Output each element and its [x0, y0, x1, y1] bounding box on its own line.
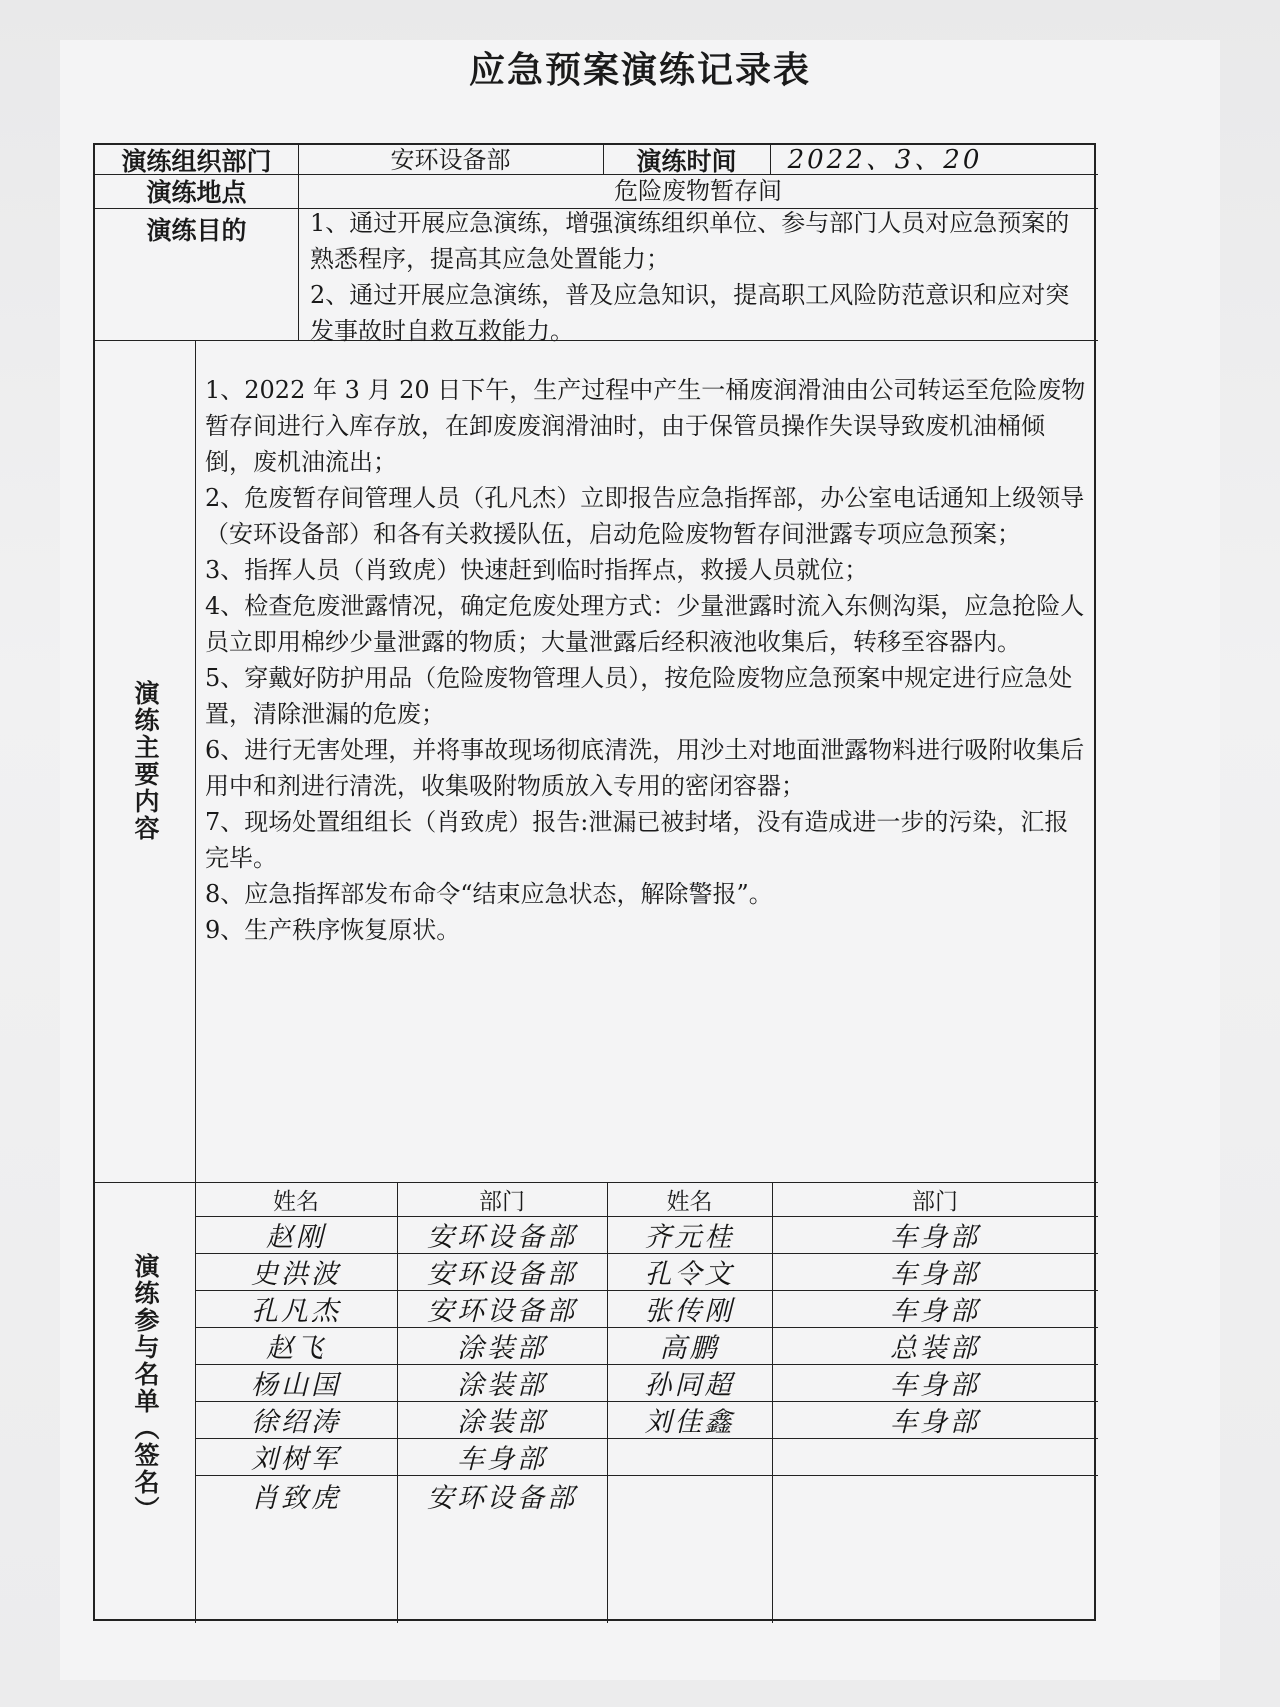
record-form	[93, 143, 1096, 1621]
participants-label-cell	[95, 1182, 195, 1623]
signature-dept: 涂装部	[457, 1407, 547, 1438]
header-name-1: 姓名	[273, 1188, 319, 1215]
content-item: 9、生产秩序恢复原状。	[205, 916, 461, 944]
time-value: 2022、3、20	[787, 145, 983, 175]
content-item: 6、进行无害处理，并将事故现场彻底清洗，用沙土对地面泄露物料进行吸附收集后用中和剂进行清洗，收集吸附物质放入专用的密闭容器；	[205, 736, 1085, 800]
signature-name: 刘佳鑫	[644, 1407, 735, 1438]
signature-name: 赵飞	[266, 1333, 326, 1364]
signature-dept: 安环设备部	[427, 1259, 577, 1290]
signature-dept: 车身部	[890, 1222, 980, 1253]
content-label-cell	[95, 340, 195, 1182]
signature-name: 张传刚	[644, 1296, 735, 1327]
signature-name: 高鹏	[659, 1333, 720, 1364]
content-item: 5、穿戴好防护用品（危险废物管理人员），按危险废物应急预案中规定进行应急处置，清除泄漏的危废；	[205, 664, 1073, 728]
signature-name: 刘树军	[251, 1444, 341, 1475]
signature-name: 杨山国	[251, 1370, 341, 1401]
signature-name: 孔凡杰	[251, 1296, 341, 1327]
signature-name: 赵刚	[266, 1222, 326, 1253]
content-text	[205, 372, 1091, 1172]
content-item: 4、检查危废泄露情况，确定危废处理方式：少量泄露时流入东侧沟渠，应急抢险人员立即用棉纱少量泄露的物质；大量泄露后经积液池收集后，转移至容器内。	[205, 592, 1085, 656]
purpose-text	[310, 205, 1090, 345]
signature-dept: 安环设备部	[427, 1222, 577, 1253]
signature-name: 齐元桂	[644, 1222, 735, 1253]
time-label: 演练时间	[636, 146, 737, 176]
signature-dept: 车身部	[890, 1296, 980, 1327]
purpose-label: 演练目的	[146, 216, 247, 245]
header-dept-1: 部门	[479, 1188, 525, 1215]
location-value: 危险废物暂存间	[614, 177, 782, 205]
signature-name: 史洪波	[251, 1259, 341, 1290]
org-value: 安环设备部	[390, 145, 511, 174]
content-item: 7、现场处置组组长（肖致虎）报告:泄漏已被封堵，没有造成进一步的污染，汇报完毕。	[205, 808, 1069, 872]
signature-dept: 车身部	[890, 1407, 980, 1438]
content-item: 8、应急指挥部发布命令“结束应急状态，解除警报”。	[205, 880, 773, 908]
signature-dept: 安环设备部	[427, 1482, 577, 1514]
content-label: 演练主要内容	[131, 680, 160, 842]
participants-label: 演练参与名单（签名）	[131, 1252, 160, 1523]
content-item: 2、危废暂存间管理人员（孔凡杰）立即报告应急指挥部，办公室电话通知上级领导（安环设备部）和各有关救援队伍，启动危险废物暂存间泄露专项应急预案；	[205, 484, 1085, 548]
location-label: 演练地点	[146, 178, 247, 207]
signature-dept: 涂装部	[457, 1333, 547, 1364]
signature-name: 肖致虎	[251, 1482, 341, 1514]
signature-dept: 车身部	[890, 1370, 980, 1401]
header-name-2: 姓名	[666, 1188, 713, 1215]
content-item: 1、2022 年 3 月 20 日下午，生产过程中产生一桶废润滑油由公司转运至危险废物暂存间进行入库存放，在卸废废润滑油时，由于保管员操作失误导致废机油桶倾倒，废机油流出；	[205, 376, 1086, 476]
form-title: 应急预案演练记录表	[468, 50, 811, 91]
signature-name: 孙同超	[644, 1370, 735, 1401]
signature-dept: 总装部	[890, 1333, 980, 1364]
org-label: 演练组织部门	[121, 146, 272, 176]
purpose-line: 1、通过开展应急演练，增强演练组织单位、参与部门人员对应急预案的熟悉程序，提高其应急处置能力；	[310, 209, 1070, 273]
purpose-line: 2、通过开展应急演练，普及应急知识，提高职工风险防范意识和应对突发事故时自救互救能力。	[310, 281, 1070, 345]
signature-name: 孔令文	[644, 1259, 735, 1290]
signature-name: 徐绍涛	[251, 1407, 341, 1438]
signature-dept: 车身部	[457, 1444, 547, 1475]
signature-dept: 安环设备部	[427, 1296, 577, 1327]
signature-dept: 涂装部	[457, 1370, 547, 1401]
content-item: 3、指挥人员（肖致虎）快速赶到临时指挥点，救援人员就位；	[205, 556, 869, 584]
header-dept-2: 部门	[912, 1188, 958, 1215]
signature-dept: 车身部	[890, 1259, 980, 1290]
